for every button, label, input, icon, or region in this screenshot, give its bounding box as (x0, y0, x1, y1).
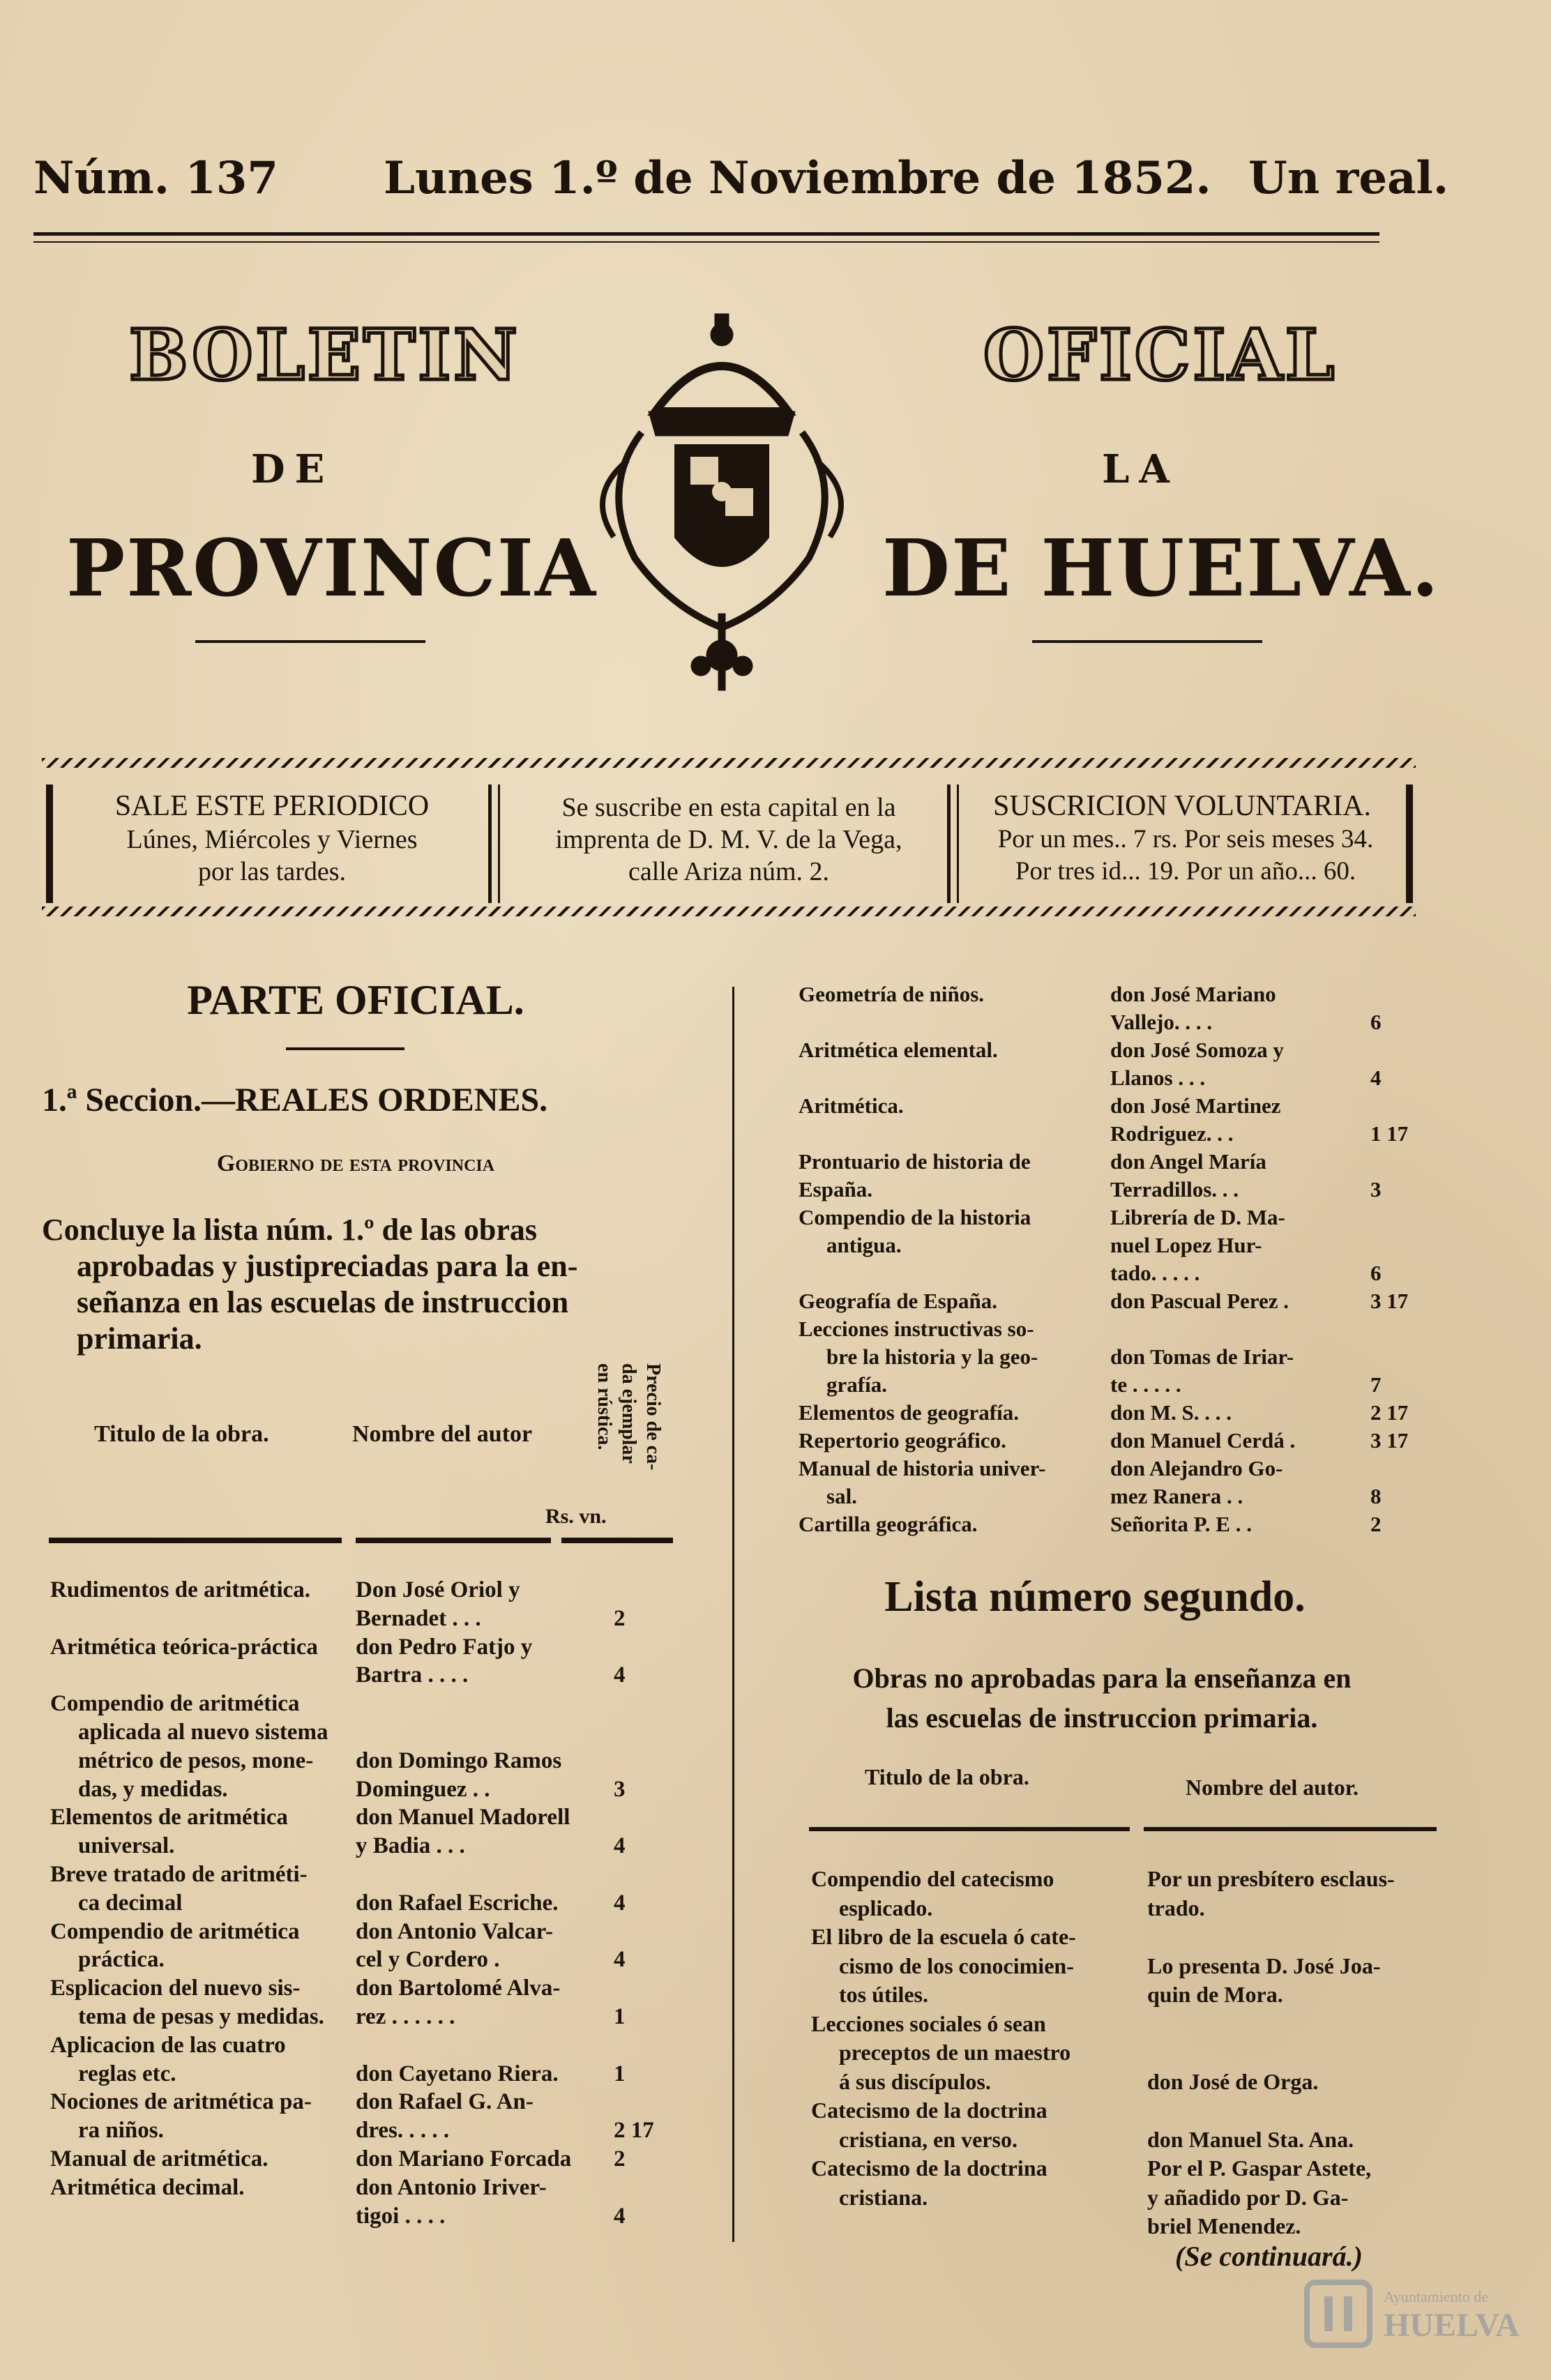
table1-row-author: don Manuel Madorell (356, 1805, 570, 1831)
info-right-2: Por un mes.. 7 rs. Por seis meses 34. (997, 825, 1374, 854)
obras-line-2: las escuelas de instruccion primaria. (886, 1702, 1318, 1734)
issue-number: Núm. 137 (33, 152, 278, 204)
table1-cont-row-price: 4 (1370, 1066, 1382, 1090)
table1-cont-row-title: antigua. (826, 1233, 902, 1257)
masthead-rule (33, 232, 1379, 236)
table1-cont-row-price: 8 (1370, 1484, 1382, 1508)
table1-row-title: universal. (78, 1833, 175, 1859)
table1-row-title: Compendio de aritmética (50, 1691, 300, 1717)
table1-cont-row-price: 7 (1370, 1372, 1382, 1397)
table1-cont-row-author: mez Ranera . . (1110, 1484, 1243, 1508)
table2-row-title: Compendio del catecismo (811, 1866, 1054, 1891)
table1-cont-row-title: Geografía de España. (799, 1289, 998, 1313)
table1-row-title: práctica. (78, 1947, 165, 1973)
table1-row-author: Don José Oriol y (356, 1577, 520, 1602)
table1-row-author: rez . . . . . . (356, 2004, 455, 2029)
table2-rule-1 (809, 1827, 1130, 1831)
parte-oficial-rule (286, 1047, 404, 1050)
table1-cont-row-title: sal. (826, 1484, 857, 1508)
table2-row-title: El libro de la escuela ó cate- (811, 1924, 1076, 1949)
table1-cont-row-price: 1 17 (1370, 1121, 1409, 1146)
obras-line-1: Obras no aprobadas para la enseñanza en (852, 1662, 1352, 1694)
table1-row-author: y Badia . . . (356, 1833, 465, 1859)
seccion-heading: 1.ª Seccion.—REALES ORDENES. (42, 1082, 548, 1119)
info-divider-1b (498, 785, 500, 903)
gobierno-heading: Gobierno de esta provincia (216, 1151, 495, 1176)
table1-row-price: 2 (614, 2146, 626, 2171)
table1-cont-row-price: 6 (1370, 1010, 1382, 1034)
table2-row-author: don Manuel Sta. Ana. (1147, 2126, 1354, 2152)
table1-cont-row-title: Manual de historia univer- (799, 1456, 1046, 1480)
table1-cont-row-title: Geometría de niños. (799, 982, 985, 1006)
table1-row-price: 2 17 (614, 2118, 654, 2144)
parte-oficial-heading: PARTE OFICIAL. (187, 977, 524, 1023)
table1-row-price: 4 (614, 1890, 626, 1916)
coat-of-arms-icon (572, 307, 872, 704)
title-de-huelva: DE HUELVA. (882, 523, 1440, 614)
table1-row-title: aplicada al nuevo sistema (78, 1720, 328, 1745)
table2-row-title: á sus discípulos. (839, 2068, 991, 2094)
table1-cont-row-title: Cartilla geográfica. (799, 1512, 978, 1536)
table2-row-title: cismo de los conocimien- (839, 1953, 1074, 1978)
table1-cont-row-author: don M. S. . . . (1110, 1400, 1232, 1425)
table1-cont-row-title: Lecciones instructivas so- (799, 1317, 1034, 1341)
table1-cont-row-title: Compendio de la historia (799, 1205, 1031, 1229)
table1-row-author: dres. . . . . (356, 2118, 450, 2144)
table1-header-price-1: Precio de ca- (642, 1363, 664, 1471)
table1-row-title: Aritmética decimal. (50, 2174, 245, 2200)
info-edge-right (1406, 785, 1413, 903)
info-divider-1 (488, 785, 492, 903)
table1-header-author: Nombre del autor (352, 1421, 533, 1447)
table1-row-price: 4 (614, 1947, 626, 1973)
table1-header-rs: Rs. vn. (545, 1505, 607, 1528)
table1-cont-row-author: Vallejo. . . . (1110, 1010, 1213, 1034)
table1-row-author: don Antonio Valcar- (356, 1918, 554, 1944)
table1-cont-row-author: don Tomas de Iriar- (1110, 1344, 1294, 1369)
intro-line-2: aprobadas y justipreciadas para la en- (77, 1249, 578, 1283)
table1-cont-row-price: 3 17 (1370, 1289, 1409, 1313)
table1-row-title: reglas etc. (78, 2061, 176, 2086)
table2-row-title: cristiana. (839, 2184, 928, 2210)
continuara-note: (Se continuará.) (1175, 2241, 1363, 2272)
info-left-1: SALE ESTE PERIODICO (114, 790, 430, 822)
table1-cont-row-price: 2 17 (1370, 1400, 1409, 1425)
table1-row-author: don Pedro Fatjo y (356, 1634, 533, 1660)
table1-row-author: don Domingo Ramos (356, 1748, 562, 1773)
table1-row-author: Bernadet . . . (356, 1605, 481, 1631)
info-divider-2 (947, 785, 951, 903)
table1-cont-row-author: tado. . . . . (1110, 1261, 1200, 1285)
info-border-top (42, 758, 1416, 768)
table1-cont-row-author: Llanos . . . (1110, 1066, 1206, 1090)
info-middle-2: imprenta de D. M. V. de la Vega, (555, 825, 902, 854)
info-middle-1: Se suscribe en esta capital en la (561, 793, 896, 822)
table1-header-price-3: en rústica. (593, 1363, 615, 1450)
table1-cont-row-title: Aritmética elemental. (799, 1038, 998, 1062)
info-left-3: por las tardes. (197, 857, 347, 886)
title-la: LA (1102, 446, 1179, 492)
table2-header-author: Nombre del autor. (1186, 1775, 1359, 1800)
table1-cont-row-author: Librería de D. Ma- (1110, 1205, 1285, 1229)
table1-row-title: Nociones de aritmética pa- (50, 2089, 312, 2115)
table2-row-title: Lecciones sociales ó sean (811, 2010, 1046, 2036)
table1-rule-2 (356, 1538, 551, 1543)
table2-row-title: preceptos de un maestro (839, 2040, 1071, 2065)
table1-row-author: don Rafael G. An- (356, 2089, 534, 2115)
info-border-bottom (42, 907, 1416, 916)
info-left-2: Lúnes, Miércoles y Viernes (126, 825, 418, 854)
table2-row-author: y añadido por D. Ga- (1147, 2184, 1349, 2210)
table1-row-author: cel y Cordero . (356, 1947, 500, 1973)
table2-row-title: Catecismo de la doctrina (811, 2098, 1047, 2123)
table1-cont-row-author: don Pascual Perez . (1110, 1289, 1289, 1313)
table1-row-title: ca decimal (78, 1890, 183, 1916)
table1-row-title: Breve tratado de aritméti- (50, 1862, 308, 1887)
table1-row-price: 4 (614, 1833, 626, 1859)
title-provincia: PROVINCIA (66, 523, 597, 614)
table2-row-author: Por el P. Gaspar Astete, (1147, 2155, 1372, 2181)
table2-row-author: Lo presenta D. José Joa- (1147, 1953, 1381, 1978)
table1-cont-row-price: 3 (1370, 1177, 1382, 1202)
table1-rule-3 (561, 1538, 673, 1543)
table2-row-title: Catecismo de la doctrina (811, 2155, 1047, 2181)
info-edge-left (46, 785, 53, 903)
table1-row-author: Bartra . . . . (356, 1662, 469, 1688)
table1-row-title: Manual de aritmética. (50, 2146, 268, 2171)
info-middle-3: calle Ariza núm. 2. (628, 857, 830, 886)
table1-cont-row-author: don José Somoza y (1110, 1038, 1284, 1062)
masthead-rule-thin (33, 241, 1379, 243)
table2-row-title: cristiana, en verso. (839, 2126, 1017, 2152)
table1-cont-row-price: 2 (1370, 1512, 1382, 1536)
table1-row-title: ra niños. (78, 2118, 164, 2144)
info-right-1: SUSCRICION VOLUNTARIA. (993, 790, 1371, 822)
column-divider (732, 987, 734, 2242)
table1-cont-row-author: nuel Lopez Hur- (1110, 1233, 1262, 1257)
ayuntamiento-logo-icon (1300, 2275, 1377, 2352)
table1-cont-row-author: Terradillos. . . (1110, 1177, 1239, 1202)
issue-price: Un real. (1248, 152, 1449, 204)
table1-cont-row-author: don Alejandro Go- (1110, 1456, 1283, 1480)
table1-cont-row-title: Repertorio geográfico. (799, 1428, 1006, 1453)
watermark-line-2: HUELVA (1384, 2307, 1520, 2344)
table2-header-title: Titulo de la obra. (865, 1764, 1029, 1789)
table1-row-author: don Antonio Iriver- (356, 2174, 547, 2200)
table1-row-price: 1 (614, 2004, 626, 2029)
table1-row-author: don Rafael Escriche. (356, 1890, 559, 1916)
table1-cont-row-author: don Angel María (1110, 1149, 1266, 1174)
table1-row-author: Dominguez . . (356, 1776, 490, 1802)
table1-cont-row-author: don José Mariano (1110, 982, 1276, 1006)
table1-row-title: das, y medidas. (78, 1776, 228, 1802)
table2-row-author: trado. (1147, 1895, 1205, 1920)
table2-rule-2 (1144, 1827, 1437, 1831)
table2-row-title: tos útiles. (839, 1982, 928, 2007)
table1-row-title: Rudimentos de aritmética. (50, 1577, 311, 1602)
table1-cont-row-author: don Manuel Cerdá . (1110, 1428, 1296, 1453)
table1-cont-row-title: grafía. (826, 1372, 887, 1397)
info-divider-2b (957, 785, 959, 903)
table1-cont-row-title: Prontuario de historia de (799, 1149, 1031, 1174)
table1-cont-row-price: 3 17 (1370, 1428, 1409, 1453)
table1-row-author: don Mariano Forcada (356, 2146, 572, 2171)
table1-cont-row-price: 6 (1370, 1261, 1382, 1285)
table1-cont-row-author: te . . . . . (1110, 1372, 1181, 1397)
table1-cont-row-author: Señorita P. E . . (1110, 1512, 1252, 1536)
issue-date: Lunes 1.º de Noviembre de 1852. (384, 152, 1211, 204)
table2-row-author: briel Menendez. (1147, 2213, 1301, 2238)
table1-row-title: Aplicacion de las cuatro (50, 2032, 286, 2058)
table1-cont-row-author: Rodriguez. . . (1110, 1121, 1234, 1146)
table1-row-title: métrico de pesos, mone- (78, 1748, 314, 1773)
table1-row-title: Compendio de aritmética (50, 1918, 300, 1944)
title-de: DE (251, 446, 335, 492)
table1-row-title: Elementos de aritmética (50, 1805, 288, 1831)
table1-row-author: tigoi . . . . (356, 2203, 446, 2229)
table2-row-title: esplicado. (839, 1895, 933, 1920)
table2-row-author: don José de Orga. (1147, 2068, 1319, 2094)
intro-line-3: señanza en las escuelas de instruccion (77, 1285, 569, 1319)
ayuntamiento-watermark (1300, 2275, 1520, 2352)
table1-header-price-2: da ejemplar (618, 1363, 640, 1464)
table1-cont-row-author: don José Martinez (1110, 1093, 1281, 1118)
table1-rule-1 (49, 1538, 342, 1543)
table1-row-price: 4 (614, 2203, 626, 2229)
table2-row-author: Por un presbítero esclaus- (1147, 1866, 1395, 1891)
table2-row-author: quin de Mora. (1147, 1982, 1283, 2007)
table1-cont-row-title: España. (799, 1177, 872, 1202)
table1-cont-row-title: Elementos de geografía. (799, 1400, 1019, 1425)
table1-header-title: Titulo de la obra. (94, 1421, 269, 1447)
intro-line-1: Concluye la lista núm. 1.º de las obras (42, 1213, 538, 1247)
table1-row-author: don Cayetano Riera. (356, 2061, 559, 2086)
info-right-3: Por tres id... 19. Por un año... 60. (1015, 857, 1356, 886)
table1-row-title: Esplicacion del nuevo sis- (50, 1976, 301, 2001)
table1-row-price: 1 (614, 2061, 626, 2086)
watermark-line-1: Ayuntamiento de (1384, 2288, 1489, 2305)
title-flourish-right (1032, 640, 1262, 643)
table1-cont-row-title: bre la historia y la geo- (826, 1344, 1038, 1369)
table1-cont-row-title: Aritmética. (799, 1093, 904, 1118)
lista-segundo-heading: Lista número segundo. (884, 1573, 1306, 1621)
table1-row-price: 2 (614, 1605, 626, 1631)
table1-row-title: Aritmética teórica-práctica (50, 1634, 318, 1660)
table1-row-author: don Bartolomé Alva- (356, 1976, 561, 2001)
table1-row-price: 3 (614, 1776, 626, 1802)
title-flourish-left (195, 640, 425, 643)
title-oficial: OFICIAL (983, 314, 1338, 396)
intro-line-4: primaria. (77, 1321, 202, 1356)
table1-row-title: tema de pesas y medidas. (78, 2004, 324, 2029)
table1-row-price: 4 (614, 1662, 626, 1688)
title-boletin: BOLETIN (129, 314, 520, 396)
